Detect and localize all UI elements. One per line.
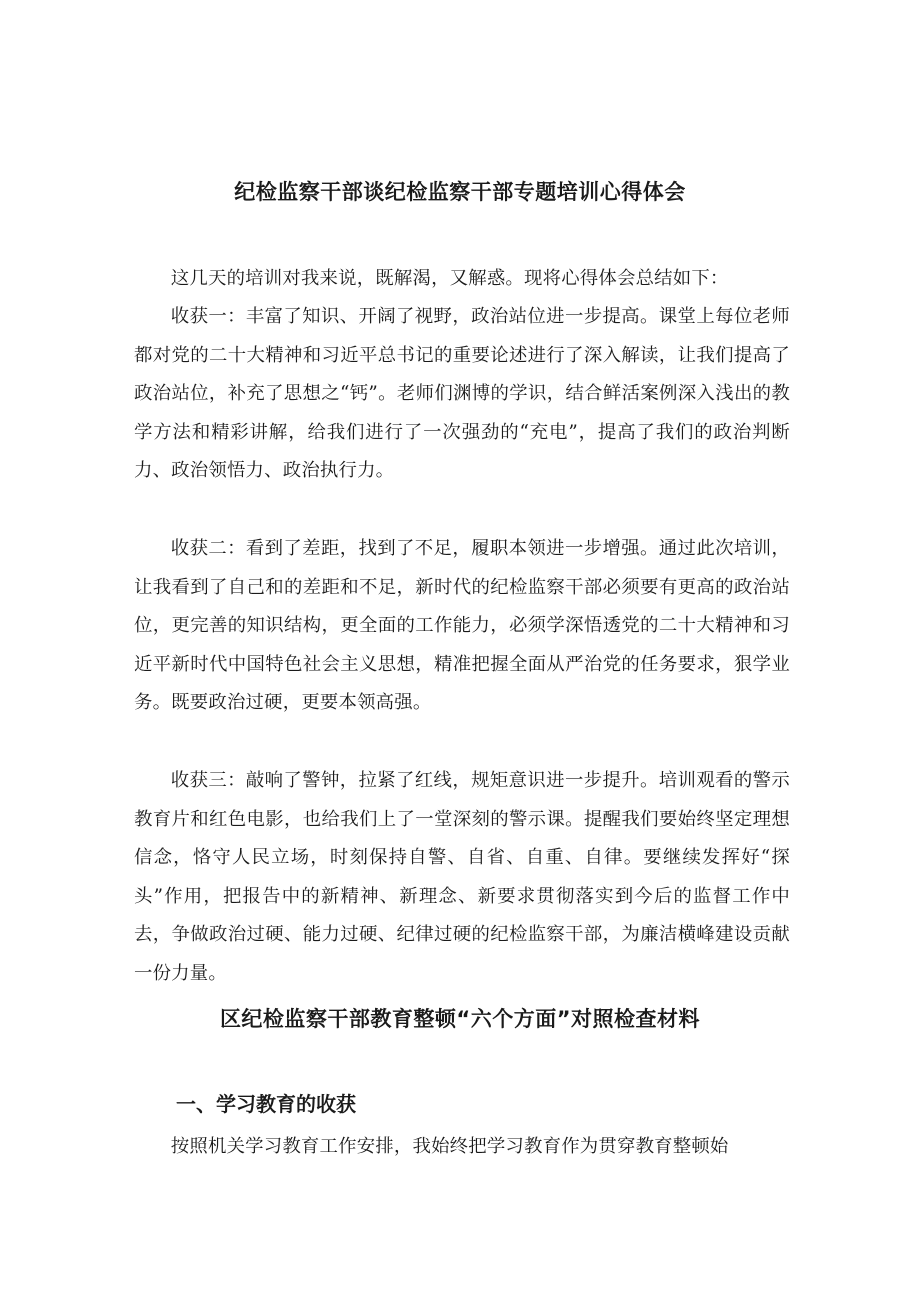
paragraph-harvest-3: 收获三：敲响了警钟，拉紧了红线，规矩意识进一步提升。培训观看的警示教育片和红色电影，也给我们上了一堂深刻的警示课。提醒我们要始终坚定理想信念，恪守人民立场，时刻保持自警、自省、自重、自律。要继续发挥好“探头”作用，把报告中的新精神、新理念、新要求贯彻落实到今后的监督工作中去，争做政治过硬、能力过硬、纪律过硬的纪检监察干部，为廉洁横峰建设贡献一份力量。 xyxy=(134,770,790,984)
intro-paragraph: 这几天的培训对我来说，既解渴，又解惑。现将心得体会总结如下： xyxy=(170,268,729,289)
section-paragraph: 按照机关学习教育工作安排，我始终把学习教育作为贯穿教育整顿始 xyxy=(170,1136,729,1157)
document-title: 纪检监察干部谈纪检监察干部专题培训心得体会 xyxy=(234,180,686,204)
section-heading: 一、学习教育的收获 xyxy=(176,1092,356,1116)
paragraph-harvest-2: 收获二：看到了差距，找到了不足，履职本领进一步增强。通过此次培训，让我看到了自己和的差距和不足，新时代的纪检监察干部必须要有更高的政治站位，更完善的知识结构，更全面的工作能力，必须学深悟透党的二十大精神和习近平新时代中国特色社会主义思想，精准把握全面从严治党的任务要求，狠学业务。既要政治过硬，更要本领高强。 xyxy=(134,538,790,714)
paragraph-harvest-1: 收获一：丰富了知识、开阔了视野，政治站位进一步提高。课堂上每位老师都对党的二十大精神和习近平总书记的重要论述进行了深入解读，让我们提高了政治站位，补充了思想之“钙”。老师们渊博的学识，结合鲜活案例深入浅出的教学方法和精彩讲解，给我们进行了一次强劲的“充电”，提高了我们的政治判断力、政治领悟力、政治执行力。 xyxy=(134,306,790,482)
second-document-title: 区纪检监察干部教育整顿“六个方面”对照检查材料 xyxy=(219,1007,701,1031)
